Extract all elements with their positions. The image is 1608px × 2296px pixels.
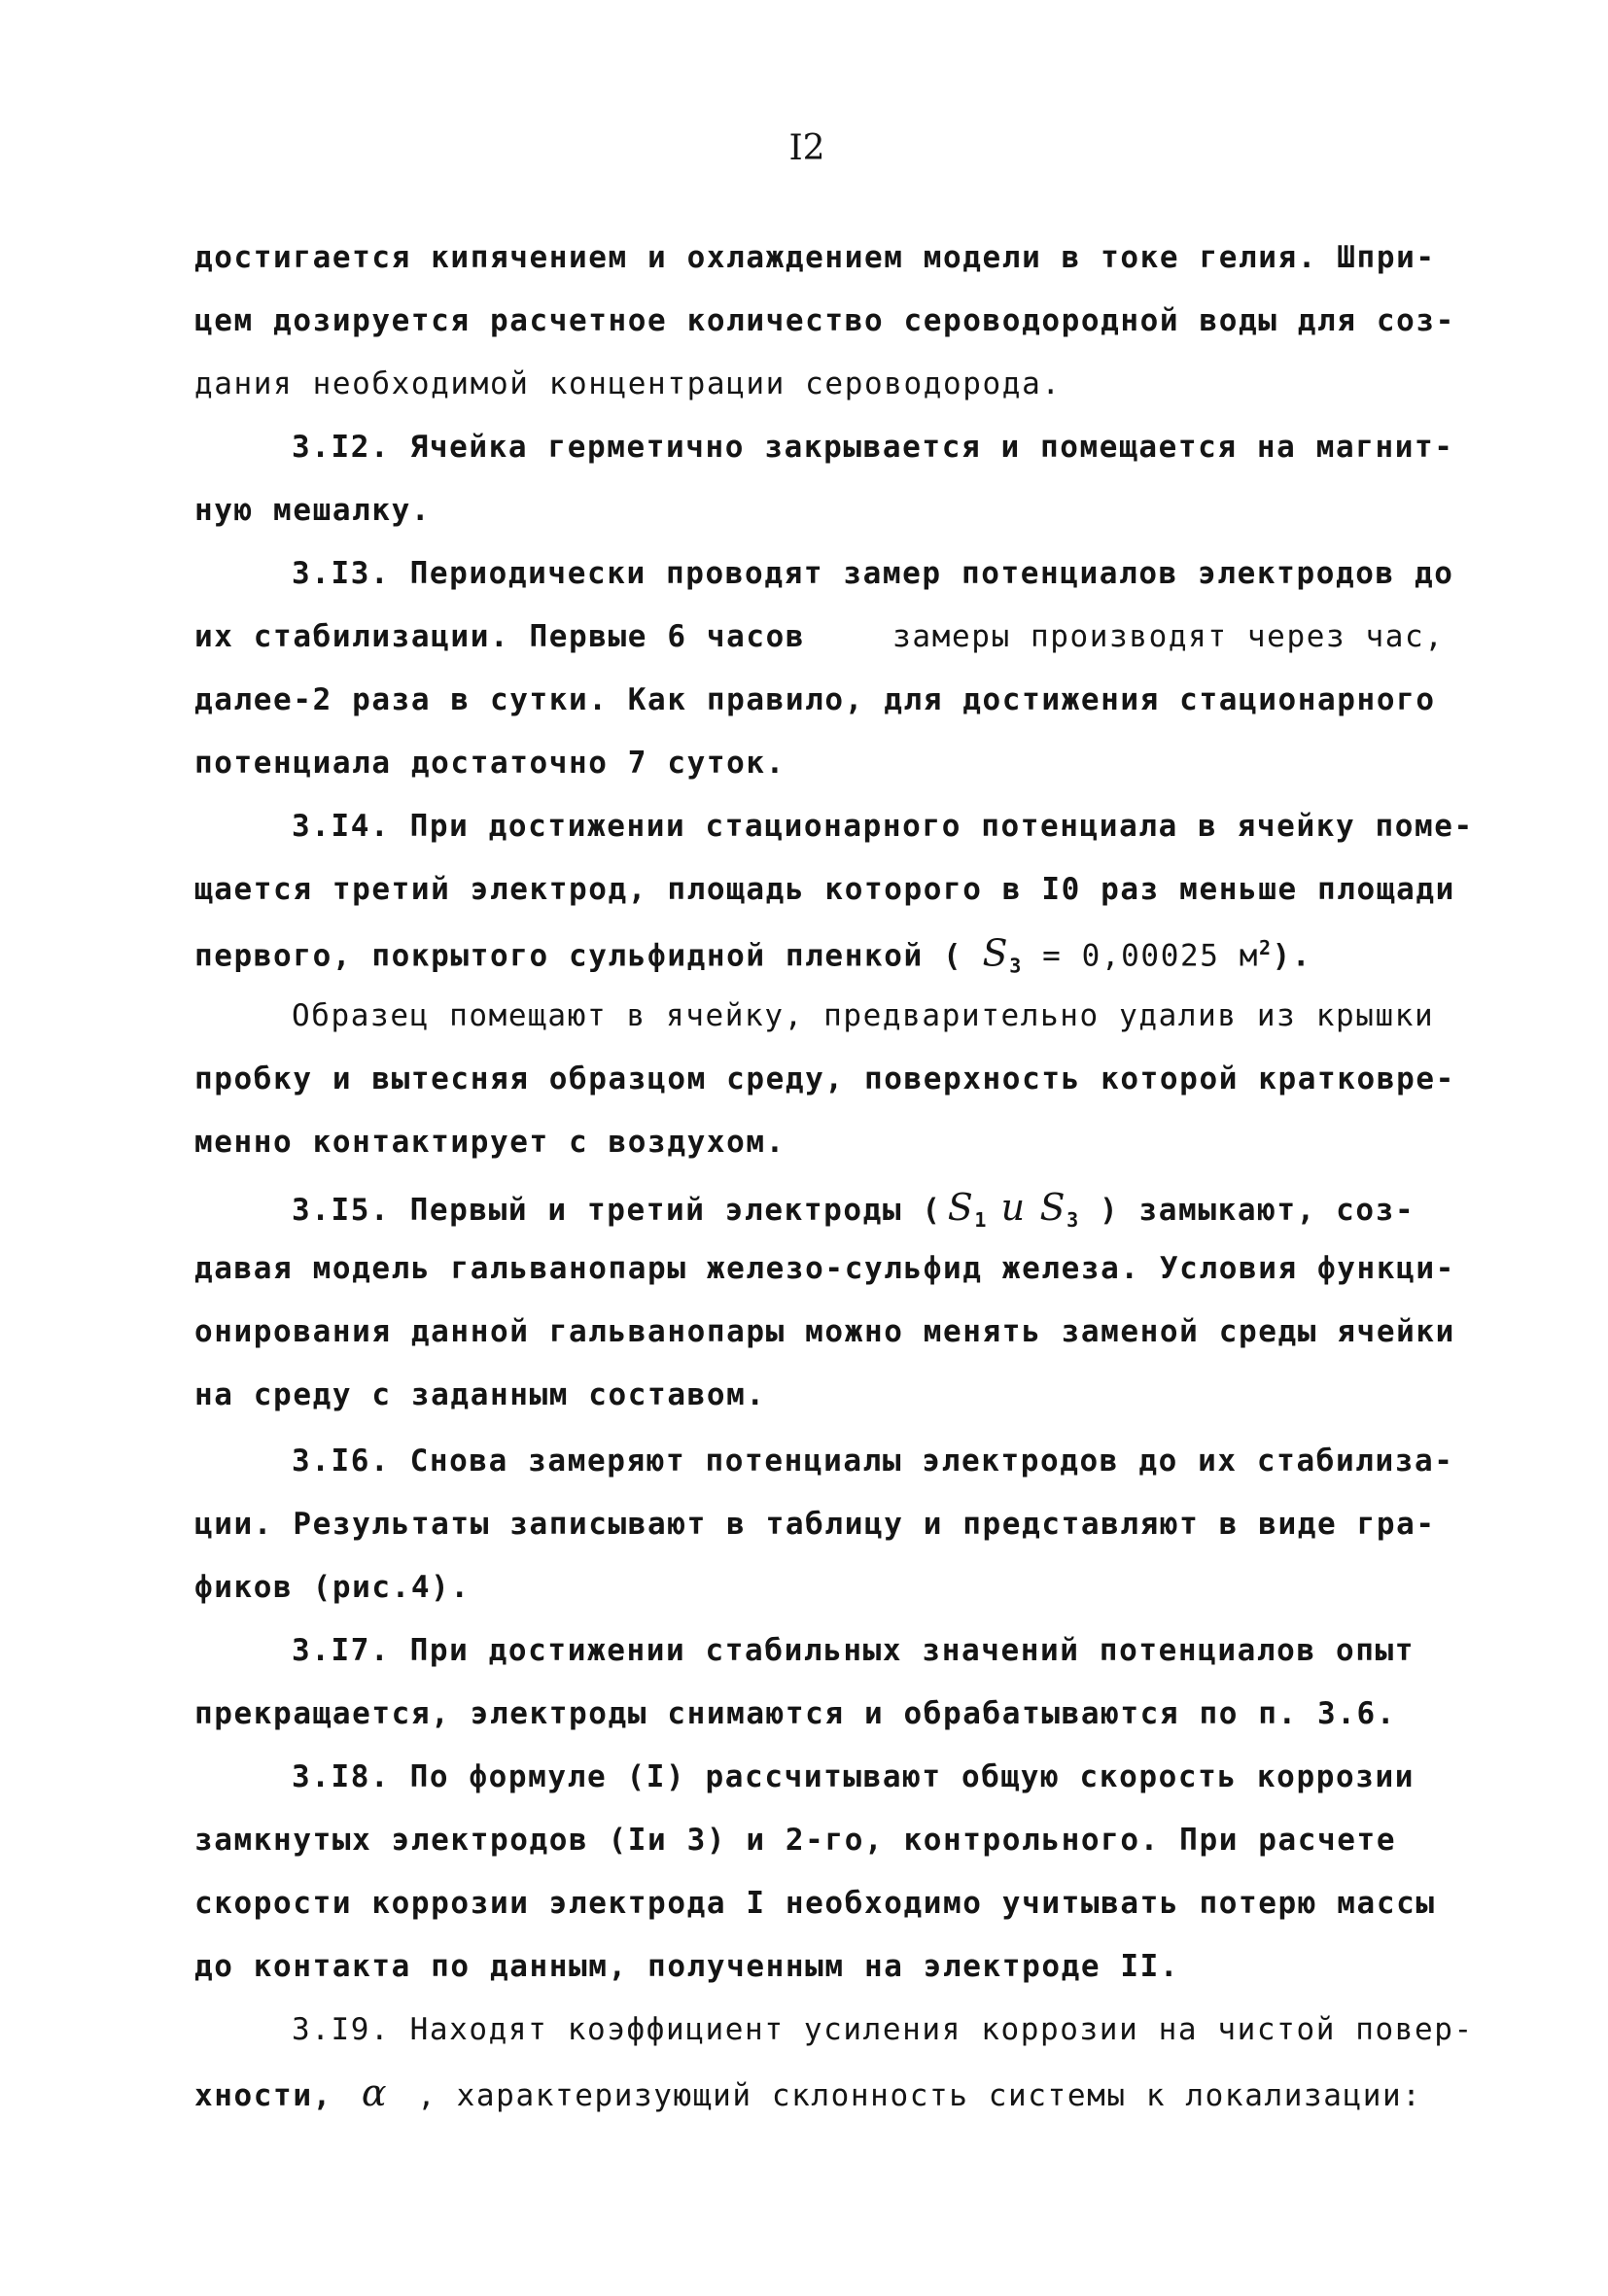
text-line: далее-2 раза в сутки. Как правило, для достижения стационарного [194, 682, 1436, 717]
formula-value: = 0,00025 м [1022, 938, 1260, 974]
text-fragment: ). [1272, 938, 1312, 974]
text-fragment: 3.I5. Первый и третий электроды ( [292, 1193, 942, 1228]
text-fragment: их стабилизации. Первые 6 часов [194, 619, 806, 654]
alpha-symbol: α [361, 2071, 389, 2114]
text-fragment: первого, покрытого сульфидной пленкой ( [194, 938, 963, 974]
text-line: скорости коррозии электрода I необходимо учитывать потерю массы [194, 1886, 1436, 1921]
text-line: пробку и вытесняя образцом среду, поверхность которой кратковре- [194, 1061, 1455, 1096]
text-line: ции. Результаты записывают в таблицу и представляют в виде гра- [194, 1507, 1436, 1542]
formula-subscript: 3 [1066, 1208, 1080, 1233]
formula-symbol: S [947, 1186, 975, 1229]
formula-symbol: S [1039, 1186, 1067, 1229]
text-line: менно контактирует с воздухом. [194, 1125, 786, 1160]
formula-symbol: S [982, 931, 1010, 975]
text-line-with-formula [194, 928, 1311, 986]
paragraph-3-16-line: 3.I6. Снова замеряют потенциалы электродов до их стабилиза- [292, 1444, 1454, 1478]
formula-subscript: 1 [974, 1208, 988, 1233]
text-line: достигается кипячением и охлаждением модели в токе гелия. Шпри- [194, 240, 1436, 275]
page-number: I2 [788, 128, 825, 168]
paragraph-3-12-line: 3.I2. Ячейка герметично закрывается и помещается на магнит- [292, 430, 1454, 465]
paragraph-3-14-line: 3.I4. При достижении стационарного потенциала в ячейку поме- [292, 809, 1474, 844]
text-line: на среду с заданным составом. [194, 1377, 766, 1412]
paragraph-3-19-line: 3.I9. Находят коэффициент усиления коррозии на чистой повер- [292, 2012, 1474, 2047]
paragraph-3-17-line: 3.I7. При достижении стабильных значений потенциалов опыт [292, 1633, 1416, 1668]
text-line: цем дозируется расчетное количество сероводородной воды для соз- [194, 303, 1455, 338]
text-line: Образец помещают в ячейку, предварительно удалив из крышки [292, 998, 1435, 1033]
formula-subscript: 3 [1009, 954, 1023, 978]
text-line: давая модель гальванопары железо-сульфид железа. Условия функци- [194, 1251, 1455, 1286]
text-line: замкнутых электродов (Iи 3) и 2-го, контрольного. При расчете [194, 1823, 1397, 1858]
paragraph-3-15-line [292, 1188, 1415, 1239]
paragraph-3-13-line: 3.I3. Периодически проводят замер потенциалов электродов до [292, 556, 1454, 591]
text-fragment: замеры производят через час, [892, 619, 1445, 654]
text-fragment: хности, [194, 2078, 332, 2113]
text-line: щается третий электрод, площадь которого в I0 раз меньше площади [194, 872, 1455, 907]
text-line: онирования данной гальванопары можно менять заменой среды ячейки [194, 1314, 1455, 1349]
formula-superscript: 2 [1259, 936, 1273, 959]
text-line: ную мешалку. [194, 493, 432, 528]
text-line [194, 617, 1445, 656]
text-line: прекращается, электроды снимаются и обрабатываются по п. 3.6. [194, 1696, 1397, 1731]
text-line: потенциала достаточно 7 суток. [194, 746, 786, 781]
formula-symbol: и [988, 1186, 1040, 1229]
text-line-with-formula [194, 2073, 1422, 2115]
text-line: дания необходимой концентрации сероводорода. [194, 366, 1062, 401]
text-fragment: ) замыкают, соз- [1079, 1193, 1416, 1228]
text-fragment: , характеризующий склонность системы к локализации: [417, 2078, 1422, 2113]
text-line: фиков (рис.4). [194, 1570, 471, 1605]
paragraph-3-18-line: 3.I8. По формуле (I) рассчитывают общую скорость коррозии [292, 1759, 1416, 1794]
text-line: до контакта по данным, полученным на электроде II. [194, 1949, 1180, 1984]
